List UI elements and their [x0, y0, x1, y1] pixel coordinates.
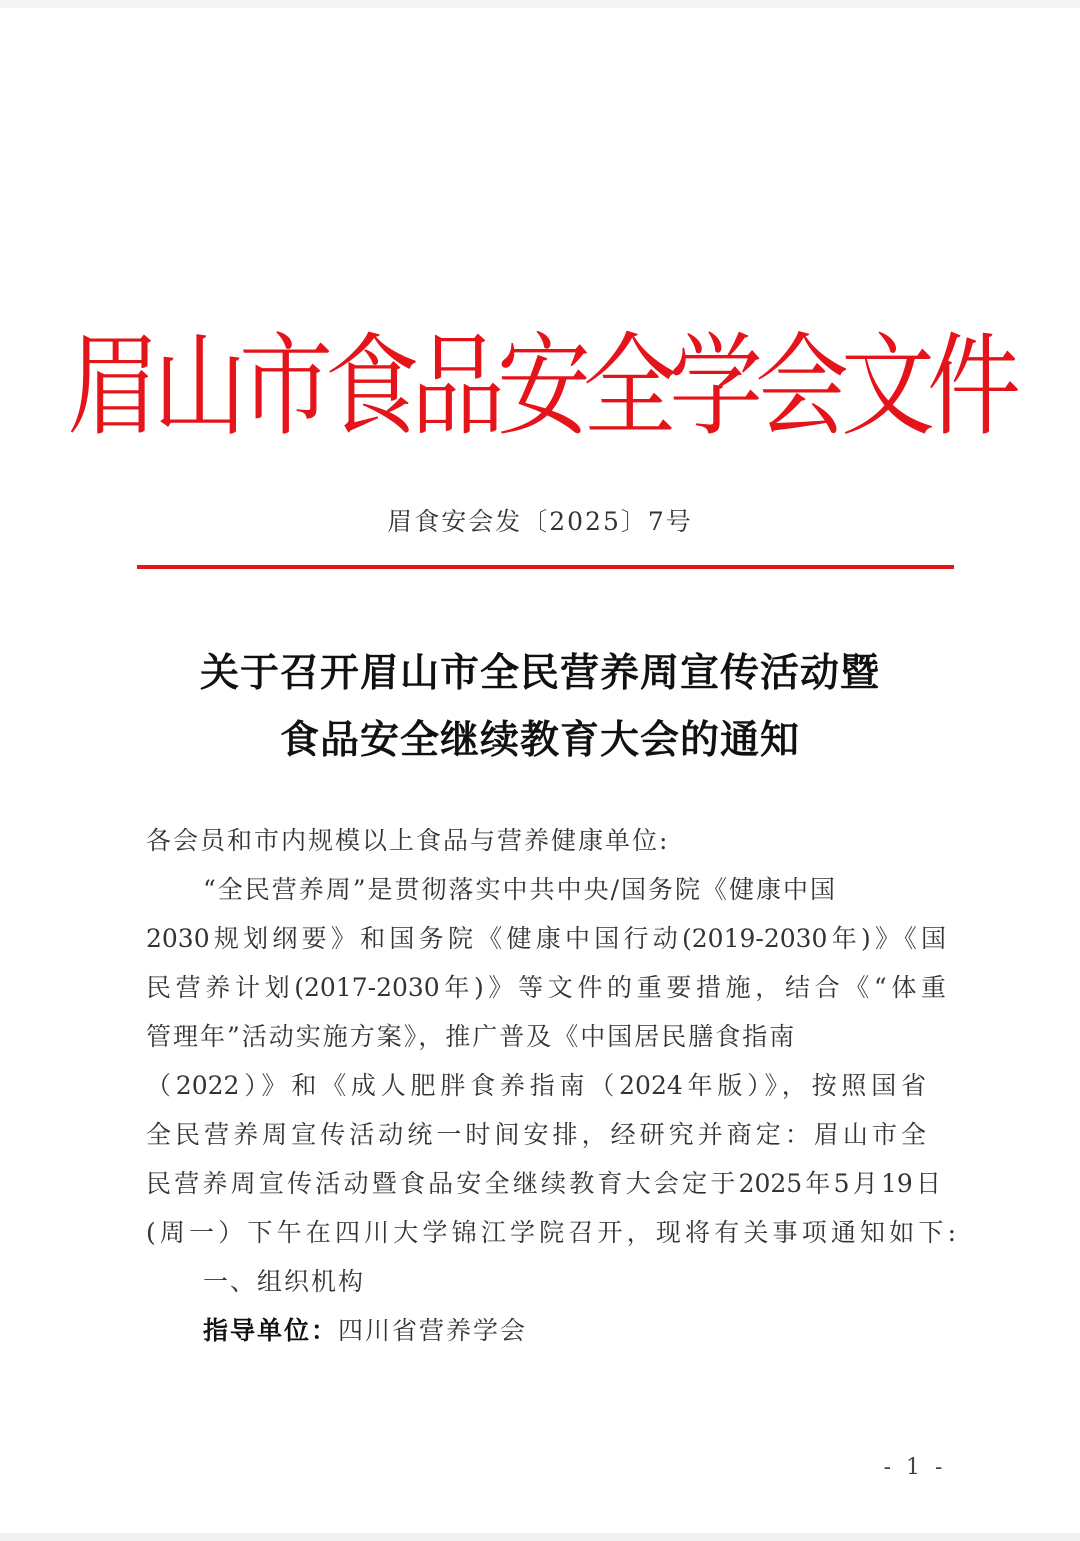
paragraph-line: 2030规划纲要》和国务院《健康中国行动(2019-2030年)》《国: [146, 924, 946, 953]
guiding-unit-value: 四川省营养学会: [338, 1316, 528, 1345]
header-red-divider: [137, 565, 954, 569]
guiding-unit-line: [203, 1307, 1003, 1355]
notice-title-line-1: 关于召开眉山市全民营养周宣传活动暨: [199, 650, 880, 696]
paragraph-line: 全民营养周宣传活动统一时间安排，经研究并商定：眉山市全: [146, 1120, 926, 1149]
page-number: - 1 -: [883, 1455, 947, 1480]
page-top-edge: [0, 0, 1080, 8]
paragraph-line: （2022）》和《成人肥胖食养指南（2024年版）》，按照国省: [146, 1071, 926, 1100]
paragraph-line: 管理年”活动实施方案》，推广普及《中国居民膳食指南: [146, 1022, 797, 1051]
document-number: 眉食安会发〔2025〕7号: [387, 507, 693, 536]
paragraph-line: 民营养周宣传活动暨食品安全继续教育大会定于2025年5月19日: [146, 1169, 941, 1198]
document-header-title: 眉山市食品安全学会文件: [66, 323, 1013, 452]
notice-title-line-2: 食品安全继续教育大会的通知: [279, 717, 800, 763]
section-heading-organization: 一、组织机构: [203, 1267, 366, 1296]
page-bottom-edge: [0, 1533, 1080, 1541]
paragraph-line: 民营养计划(2017-2030年)》等文件的重要措施，结合《“体重: [146, 973, 946, 1002]
paragraph-line: “全民营养周”是贯彻落实中共中央/国务院《健康中国: [203, 875, 837, 904]
guiding-unit-label: 指导单位：: [203, 1316, 339, 1345]
salutation: 各会员和市内规模以上食品与营养健康单位:: [146, 826, 670, 855]
paragraph-line: (周一）下午在四川大学锦江学院召开，现将有关事项通知如下:: [146, 1218, 956, 1247]
